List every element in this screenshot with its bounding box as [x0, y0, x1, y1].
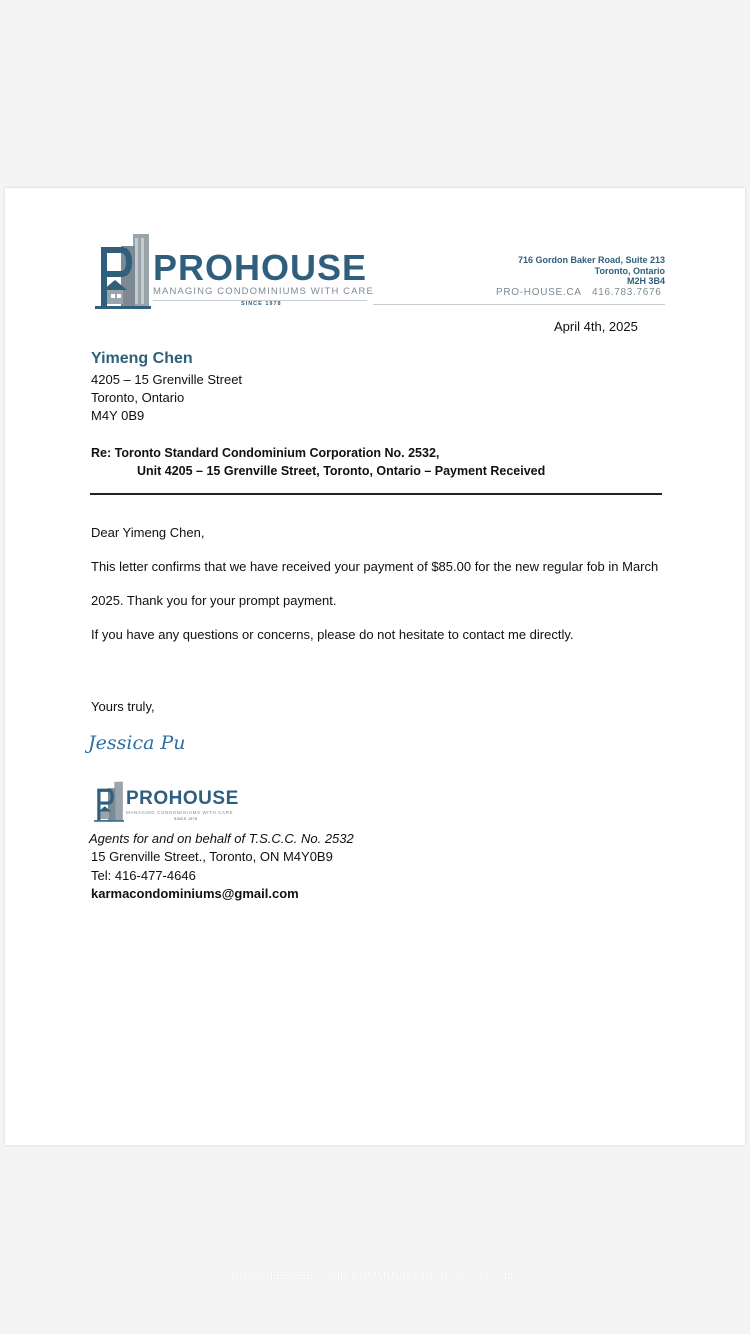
letter-date: April 4th, 2025: [554, 319, 638, 334]
brand-tagline-small: MANAGING CONDOMINIUMS WITH CARE: [126, 810, 234, 815]
header-phone: 416.783.7676: [592, 287, 662, 298]
subject-divider: [90, 493, 662, 495]
recipient-address-line2: Toronto, Ontario: [91, 390, 185, 405]
brand-name: PROHOUSE: [153, 247, 368, 288]
subject-line1: Re: Toronto Standard Condominium Corporation No. 2532,: [91, 446, 440, 460]
header-website: PRO-HOUSE.CA: [496, 287, 582, 298]
recipient-name: Yimeng Chen: [91, 350, 193, 367]
recipient-address-line1: 4205 – 15 Grenville Street: [91, 372, 243, 387]
brokerage-watermark: ROYAL LEPAGE YOUR COMMUNITY REALTY, Brokerage: [230, 1270, 520, 1282]
closing: Yours truly,: [91, 699, 155, 714]
brand-tagline: MANAGING CONDOMINIUMS WITH CARE: [153, 286, 374, 297]
header-address-line2: Toronto, Ontario: [594, 266, 665, 276]
building-icon-small: [93, 780, 125, 824]
salutation: Dear Yimeng Chen,: [91, 525, 205, 540]
signer-phone: Tel: 416-477-4646: [91, 868, 196, 883]
body-line2: 2025. Thank you for your prompt payment.: [91, 593, 337, 608]
signer-email: karmacondominiums@gmail.com: [91, 886, 299, 901]
recipient-address-line3: M4Y 0B9: [91, 408, 145, 423]
brand-since: SINCE 1978: [241, 301, 282, 307]
agents-line: Agents for and on behalf of T.S.C.C. No. 2532: [89, 831, 354, 846]
letterhead-rule-right: [373, 304, 665, 305]
subject-line2: Unit 4205 – 15 Grenville Street, Toronto, Ontario – Payment Received: [137, 464, 546, 478]
brand-since-small: SINCE 1978: [174, 817, 198, 821]
signature: Jessica Pu: [88, 732, 186, 754]
signer-address: 15 Grenville Street., Toronto, ON M4Y0B9: [91, 849, 333, 864]
header-address-line1: 716 Gordon Baker Road, Suite 213: [517, 255, 665, 265]
building-icon: [93, 232, 153, 312]
body-line1: This letter confirms that we have received your payment of $85.00 for the new regular fob in March: [91, 559, 659, 574]
body-line3: If you have any questions or concerns, please do not hesitate to contact me directly.: [91, 627, 574, 642]
header-address-line3: M2H 3B4: [626, 276, 665, 286]
letter-page: [5, 188, 745, 1145]
brand-name-small: PROHOUSE: [126, 788, 239, 809]
